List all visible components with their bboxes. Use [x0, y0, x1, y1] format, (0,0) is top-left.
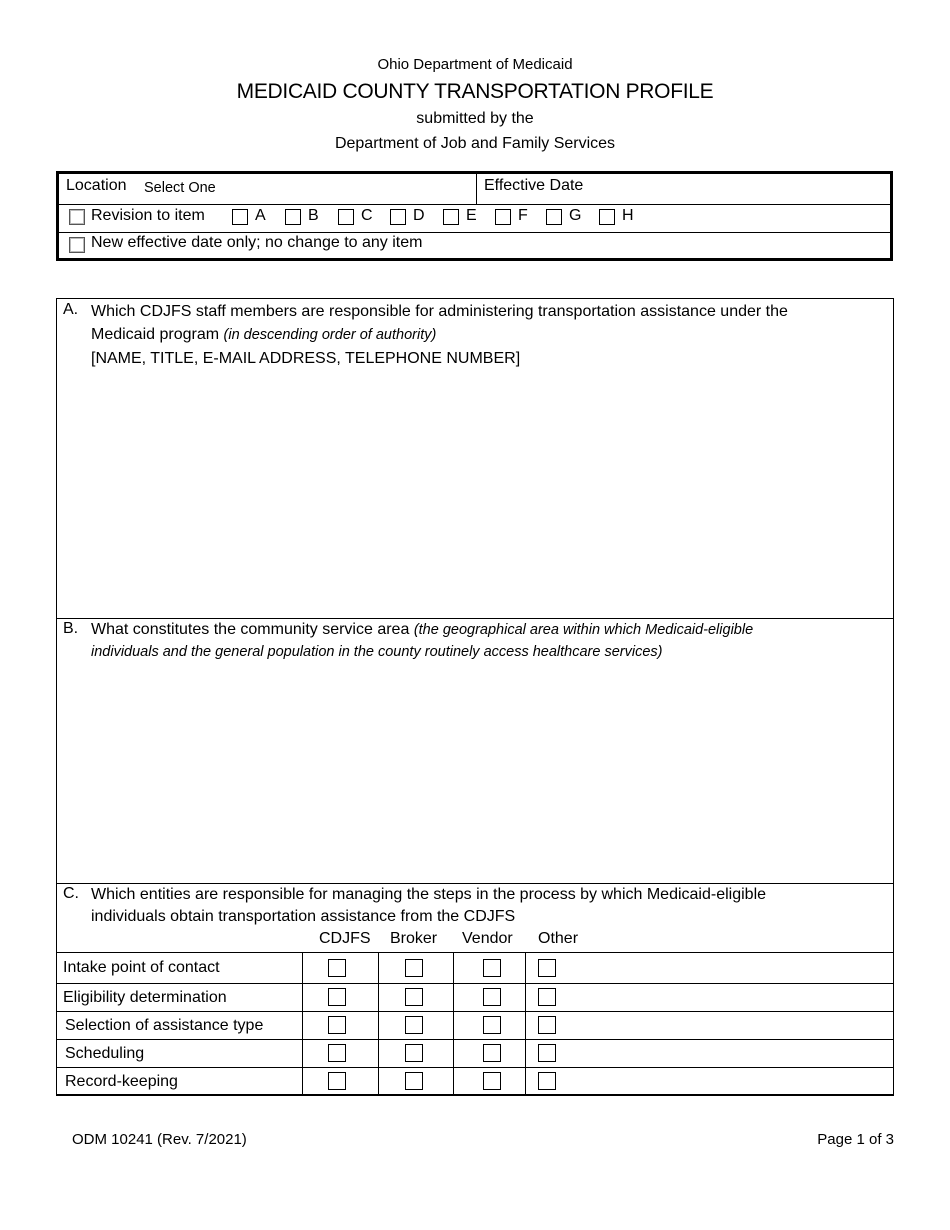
- revision-item-label: A: [255, 207, 266, 224]
- submitted-by: submitted by the: [416, 110, 534, 127]
- table-row: [57, 1068, 894, 1096]
- broker-checkbox[interactable]: [405, 959, 423, 977]
- revision-checkbox[interactable]: [69, 209, 85, 225]
- effective-date-input[interactable]: [619, 174, 889, 203]
- other-checkbox[interactable]: [538, 959, 556, 977]
- cell-broker: [379, 1012, 454, 1040]
- question-a-italic: (in descending order of authority): [223, 327, 437, 343]
- agency-name: Ohio Department of Medicaid: [377, 56, 573, 73]
- cdjfs-checkbox[interactable]: [328, 1072, 346, 1090]
- cdjfs-checkbox[interactable]: [328, 988, 346, 1006]
- cell-broker: [379, 984, 454, 1012]
- row-label: Scheduling: [57, 1040, 303, 1068]
- revision-item-g-checkbox[interactable]: [546, 209, 562, 225]
- revision-item-b-checkbox[interactable]: [285, 209, 301, 225]
- question-a-answer[interactable]: [91, 373, 887, 612]
- cell-cdjfs: [303, 1040, 379, 1068]
- cell-cdjfs: [303, 1068, 379, 1096]
- row-label: Record-keeping: [57, 1068, 303, 1096]
- entities-table: [56, 952, 894, 1096]
- location-select[interactable]: Select One: [144, 180, 216, 196]
- cell-other: [526, 984, 894, 1012]
- new-effective-checkbox[interactable]: [69, 237, 85, 253]
- cell-broker: [379, 953, 454, 984]
- question-c-letter: C.: [63, 885, 79, 902]
- broker-checkbox[interactable]: [405, 988, 423, 1006]
- vendor-checkbox[interactable]: [483, 959, 501, 977]
- vendor-checkbox[interactable]: [483, 988, 501, 1006]
- revision-item-label: B: [308, 207, 319, 224]
- cell-other: [526, 1040, 894, 1068]
- cdjfs-checkbox[interactable]: [328, 1044, 346, 1062]
- questions-box: [56, 298, 894, 1095]
- cell-vendor: [454, 953, 526, 984]
- other-checkbox[interactable]: [538, 1016, 556, 1034]
- row-label: Intake point of contact: [57, 953, 303, 984]
- cell-cdjfs: [303, 953, 379, 984]
- revision-item-a-checkbox[interactable]: [232, 209, 248, 225]
- other-checkbox[interactable]: [538, 1072, 556, 1090]
- revision-item-label: G: [569, 207, 582, 224]
- revision-item-f-checkbox[interactable]: [495, 209, 511, 225]
- question-b-answer[interactable]: [91, 670, 887, 877]
- revision-item-label: D: [413, 207, 425, 224]
- revision-item-label: H: [622, 207, 634, 224]
- row-label: Selection of assistance type: [57, 1012, 303, 1040]
- question-b-letter: B.: [63, 620, 79, 637]
- other-checkbox[interactable]: [538, 1044, 556, 1062]
- cell-vendor: [454, 984, 526, 1012]
- revision-item-h-checkbox[interactable]: [599, 209, 615, 225]
- broker-checkbox[interactable]: [405, 1016, 423, 1034]
- cdjfs-checkbox[interactable]: [328, 1016, 346, 1034]
- table-row: [57, 1012, 894, 1040]
- page-title: MEDICAID COUNTY TRANSPORTATION PROFILE: [236, 80, 714, 103]
- question-b: [57, 618, 893, 884]
- cell-vendor: [454, 1040, 526, 1068]
- cdjfs-checkbox[interactable]: [328, 959, 346, 977]
- vendor-checkbox[interactable]: [483, 1072, 501, 1090]
- page-number: Page 1 of 3: [817, 1131, 894, 1148]
- location-row: [59, 174, 890, 205]
- other-checkbox[interactable]: [538, 988, 556, 1006]
- revision-box: [56, 171, 893, 261]
- cell-cdjfs: [303, 984, 379, 1012]
- question-b-text: What constitutes the community service area: [91, 621, 410, 638]
- cell-broker: [379, 1040, 454, 1068]
- cell-cdjfs: [303, 1012, 379, 1040]
- row-label: Eligibility determination: [57, 984, 303, 1012]
- cell-broker: [379, 1068, 454, 1096]
- new-effective-row: [59, 232, 890, 258]
- table-row: [57, 953, 894, 984]
- table-row: [57, 1040, 894, 1068]
- cell-other: [526, 953, 894, 984]
- revision-row: [59, 204, 890, 233]
- effective-date-label: Effective Date: [484, 177, 584, 194]
- column-header-vendor: Vendor: [462, 930, 513, 947]
- column-header-cdjfs: CDJFS: [319, 930, 371, 947]
- broker-checkbox[interactable]: [405, 1044, 423, 1062]
- table-row: [57, 984, 894, 1012]
- cell-vendor: [454, 1068, 526, 1096]
- broker-checkbox[interactable]: [405, 1072, 423, 1090]
- cell-other: [526, 1068, 894, 1096]
- department-name: Department of Job and Family Services: [334, 135, 616, 152]
- question-a-letter: A.: [63, 301, 79, 318]
- question-a-text: Which CDJFS staff members are responsible for administering transportation assistance under the Medicaid program: [91, 303, 788, 343]
- question-b-italic: (the geographical area within which Medicaid-eligible individuals and the general population in the county routinely access healthcare services): [91, 622, 754, 660]
- column-header-broker: Broker: [390, 930, 438, 947]
- revision-item-label: E: [466, 207, 477, 224]
- vendor-checkbox[interactable]: [483, 1016, 501, 1034]
- revision-label: Revision to item: [91, 207, 205, 224]
- question-a-note: [NAME, TITLE, E-MAIL ADDRESS, TELEPHONE NUMBER]: [91, 350, 521, 367]
- location-divider: [476, 174, 477, 204]
- location-label: Location: [66, 177, 127, 194]
- new-effective-label: New effective date only; no change to any item: [91, 234, 423, 251]
- revision-item-c-checkbox[interactable]: [338, 209, 354, 225]
- revision-item-d-checkbox[interactable]: [390, 209, 406, 225]
- question-c: [57, 883, 893, 1094]
- question-c-text: Which entities are responsible for managing the steps in the process by which Medicaid-eligible individuals obtain transportation assistance from the CDJFS: [91, 886, 767, 925]
- cell-other: [526, 1012, 894, 1040]
- cell-vendor: [454, 1012, 526, 1040]
- revision-item-label: F: [518, 207, 528, 224]
- revision-item-e-checkbox[interactable]: [443, 209, 459, 225]
- form-number: ODM 10241 (Rev. 7/2021): [72, 1131, 247, 1148]
- column-header-other: Other: [538, 930, 579, 947]
- revision-item-label: C: [361, 207, 373, 224]
- vendor-checkbox[interactable]: [483, 1044, 501, 1062]
- question-a: [57, 299, 893, 619]
